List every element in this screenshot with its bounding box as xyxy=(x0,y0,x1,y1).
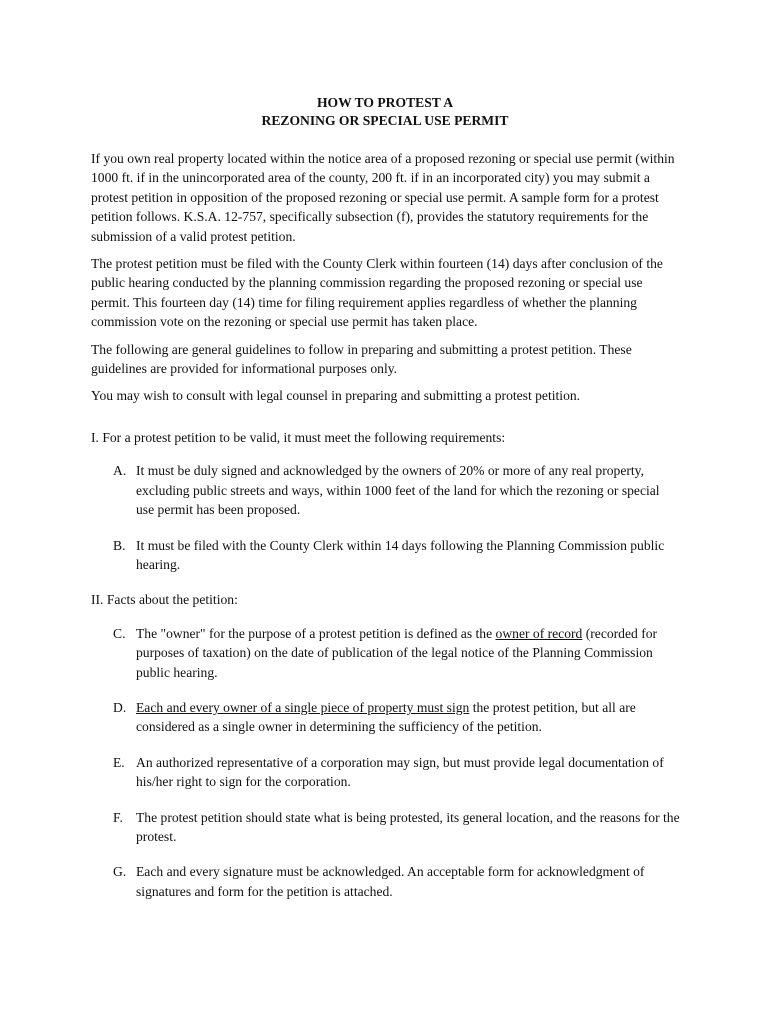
list-item-d xyxy=(113,698,681,737)
list-item-text xyxy=(136,698,681,737)
list-item-letter: B. xyxy=(113,537,126,553)
list-item-text: The protest petition should state what is being protested, its general location, and the reasons for the protest. xyxy=(136,809,680,844)
list-item-text xyxy=(136,624,681,682)
section-2-list xyxy=(91,624,681,901)
text-after: the protest petition, but all are considered as a single owner in determining the sufficiency of the petition. xyxy=(136,699,636,735)
list-item-letter: D. xyxy=(113,699,127,715)
text-before: The "owner" for the purpose of a protest petition is defined as the xyxy=(136,625,496,641)
list-item-a xyxy=(113,461,681,519)
section-2-heading: II. Facts about the petition: xyxy=(91,592,238,608)
list-item-letter: A. xyxy=(113,463,127,479)
list-item-letter: G. xyxy=(113,864,127,880)
section-1-heading: I. For a protest petition to be valid, it must meet the following requirements: xyxy=(91,429,506,445)
list-item-g xyxy=(113,862,681,901)
list-item-c xyxy=(113,624,681,682)
title-line-2: REZONING OR SPECIAL USE PERMIT xyxy=(261,113,509,128)
title-line-1: HOW TO PROTEST A xyxy=(316,95,454,110)
document-title xyxy=(0,94,770,130)
legal-counsel-paragraph: You may wish to consult with legal counsel in preparing and submitting a protest petition. xyxy=(91,388,581,404)
list-item-e xyxy=(113,753,681,792)
list-item-text: It must be filed with the County Clerk within 14 days following the Planning Commission public hearing. xyxy=(136,537,665,572)
document-body xyxy=(91,149,681,917)
list-item-text: It must be duly signed and acknowledged by the owners of 20% or more of any real property, excluding public streets and ways, within 1000 feet of the land for which the rezoning or special use permit has been proposed. xyxy=(136,463,660,518)
underlined-term: owner of record xyxy=(495,625,583,641)
list-item-letter: C. xyxy=(113,625,126,641)
intro-paragraph: If you own real property located within the notice area of a proposed rezoning or special use permit (within 1000 ft. if in the unincorporated area of the county, 200 ft. if in an incorporated city) you may submit a protest petition in opposition of the proposed rezoning or special use permit. A sample form for a protest petition follows. K.S.A. 12-757, specifically subsection (f), provides the statutory requirements for the submission of a valid protest petition. xyxy=(91,151,675,244)
list-item-text: An authorized representative of a corporation may sign, but must provide legal documentation of his/her right to sign for the corporation. xyxy=(136,754,664,790)
section-1-list xyxy=(91,461,681,574)
list-item-text: Each and every signature must be acknowledged. An acceptable form for acknowledgment of signatures and form for the petition is attached. xyxy=(136,864,645,899)
list-item-f xyxy=(113,808,681,847)
text-after: (recorded for purposes of taxation) on the date of publication of the legal notice of the Planning Commission public hearing. xyxy=(136,625,658,680)
list-item-letter: F. xyxy=(113,809,123,825)
underlined-term: Each and every owner of a single piece of property must sign xyxy=(136,699,470,715)
filing-deadline-paragraph: The protest petition must be filed with the County Clerk within fourteen (14) days after conclusion of the public hearing conducted by the planning commission regarding the proposed rezoning or special use permit. This fourteen day (14) time for filing requirement applies regardless of whether the planning commission vote on the rezoning or special use permit has taken place. xyxy=(91,256,663,330)
guidelines-paragraph: The following are general guidelines to follow in preparing and submitting a protest petition. These guidelines are provided for informational purposes only. xyxy=(91,341,632,377)
list-item-b xyxy=(113,536,681,575)
list-item-letter: E. xyxy=(113,754,125,770)
